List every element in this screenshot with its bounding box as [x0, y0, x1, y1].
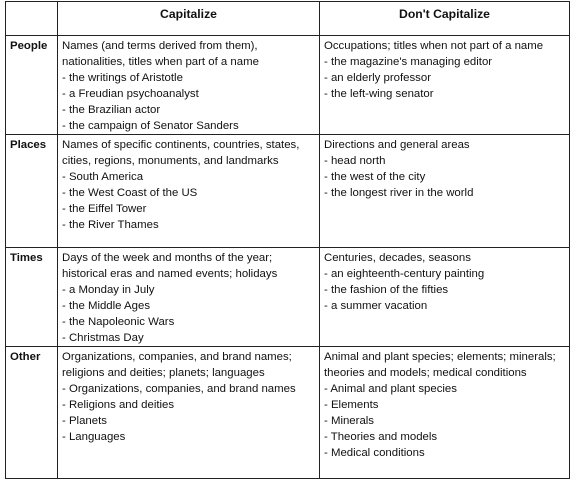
list-item: - Organizations, companies, and brand names [62, 383, 296, 395]
people-capitalize-desc: Names (and terms derived from them), nationalities, titles when part of a name [62, 40, 259, 68]
list-item: - the West Coast of the US [62, 187, 198, 199]
cell-places-capitalize [58, 135, 320, 248]
list-item: - Minerals [324, 415, 375, 427]
row-label-times: Times [6, 248, 58, 347]
list-item: - the Eiffel Tower [62, 203, 147, 215]
list-item: - the Middle Ages [62, 300, 151, 312]
list-item: - the left-wing senator [324, 88, 434, 100]
list-item: - the writings of Aristotle [62, 72, 183, 84]
list-item: - Christmas Day [62, 332, 144, 344]
row-label-people: People [6, 36, 58, 135]
list-item: - Animal and plant species [324, 383, 457, 395]
other-capitalize-desc: Organizations, companies, and brand names; religions and deities; planets; languages [62, 351, 292, 379]
list-item: - a summer vacation [324, 300, 428, 312]
header-corner [6, 2, 58, 36]
cell-people-dont [320, 36, 570, 135]
list-item: - an elderly professor [324, 72, 431, 84]
cell-people-capitalize [58, 36, 320, 135]
times-capitalize-desc: Days of the week and months of the year; historical eras and named events; holidays [62, 252, 278, 280]
list-item: - Languages [62, 431, 126, 443]
row-label-other: Other [6, 347, 58, 479]
list-item: - the River Thames [62, 219, 159, 231]
times-dont-desc: Centuries, decades, seasons [324, 252, 471, 264]
list-item: - head north [324, 155, 386, 167]
people-dont-desc: Occupations; titles when not part of a name [324, 40, 544, 52]
list-item: - Elements [324, 399, 379, 411]
header-row [6, 2, 570, 36]
list-item: - South America [62, 171, 144, 183]
header-capitalize: Capitalize [58, 2, 320, 36]
list-item: - a Monday in July [62, 284, 155, 296]
header-dont-capitalize: Don't Capitalize [320, 2, 570, 36]
list-item: - the campaign of Senator Sanders [62, 120, 239, 132]
cell-places-dont [320, 135, 570, 248]
row-other [6, 347, 570, 479]
list-item: - Theories and models [324, 431, 438, 443]
list-item: - the Napoleonic Wars [62, 316, 175, 328]
list-item: - Planets [62, 415, 107, 427]
other-dont-desc: Animal and plant species; elements; minerals; theories and models; medical conditions [324, 351, 556, 379]
list-item: - Medical conditions [324, 447, 425, 459]
places-capitalize-desc: Names of specific continents, countries, states, cities, regions, monuments, and landmarks [62, 139, 300, 167]
cell-other-dont [320, 347, 570, 479]
list-item: - the magazine's managing editor [324, 56, 493, 68]
list-item: - the longest river in the world [324, 187, 474, 199]
list-item: - the fashion of the fifties [324, 284, 449, 296]
cell-times-capitalize [58, 248, 320, 347]
places-dont-desc: Directions and general areas [324, 139, 470, 151]
row-places [6, 135, 570, 248]
row-people [6, 36, 570, 135]
capitalization-table [5, 1, 570, 479]
row-label-places: Places [6, 135, 58, 248]
row-times [6, 248, 570, 347]
list-item: - the west of the city [324, 171, 426, 183]
list-item: - Religions and deities [62, 399, 175, 411]
cell-times-dont [320, 248, 570, 347]
cell-other-capitalize [58, 347, 320, 479]
list-item: - an eighteenth-century painting [324, 268, 485, 280]
list-item: - the Brazilian actor [62, 104, 161, 116]
list-item: - a Freudian psychoanalyst [62, 88, 199, 100]
